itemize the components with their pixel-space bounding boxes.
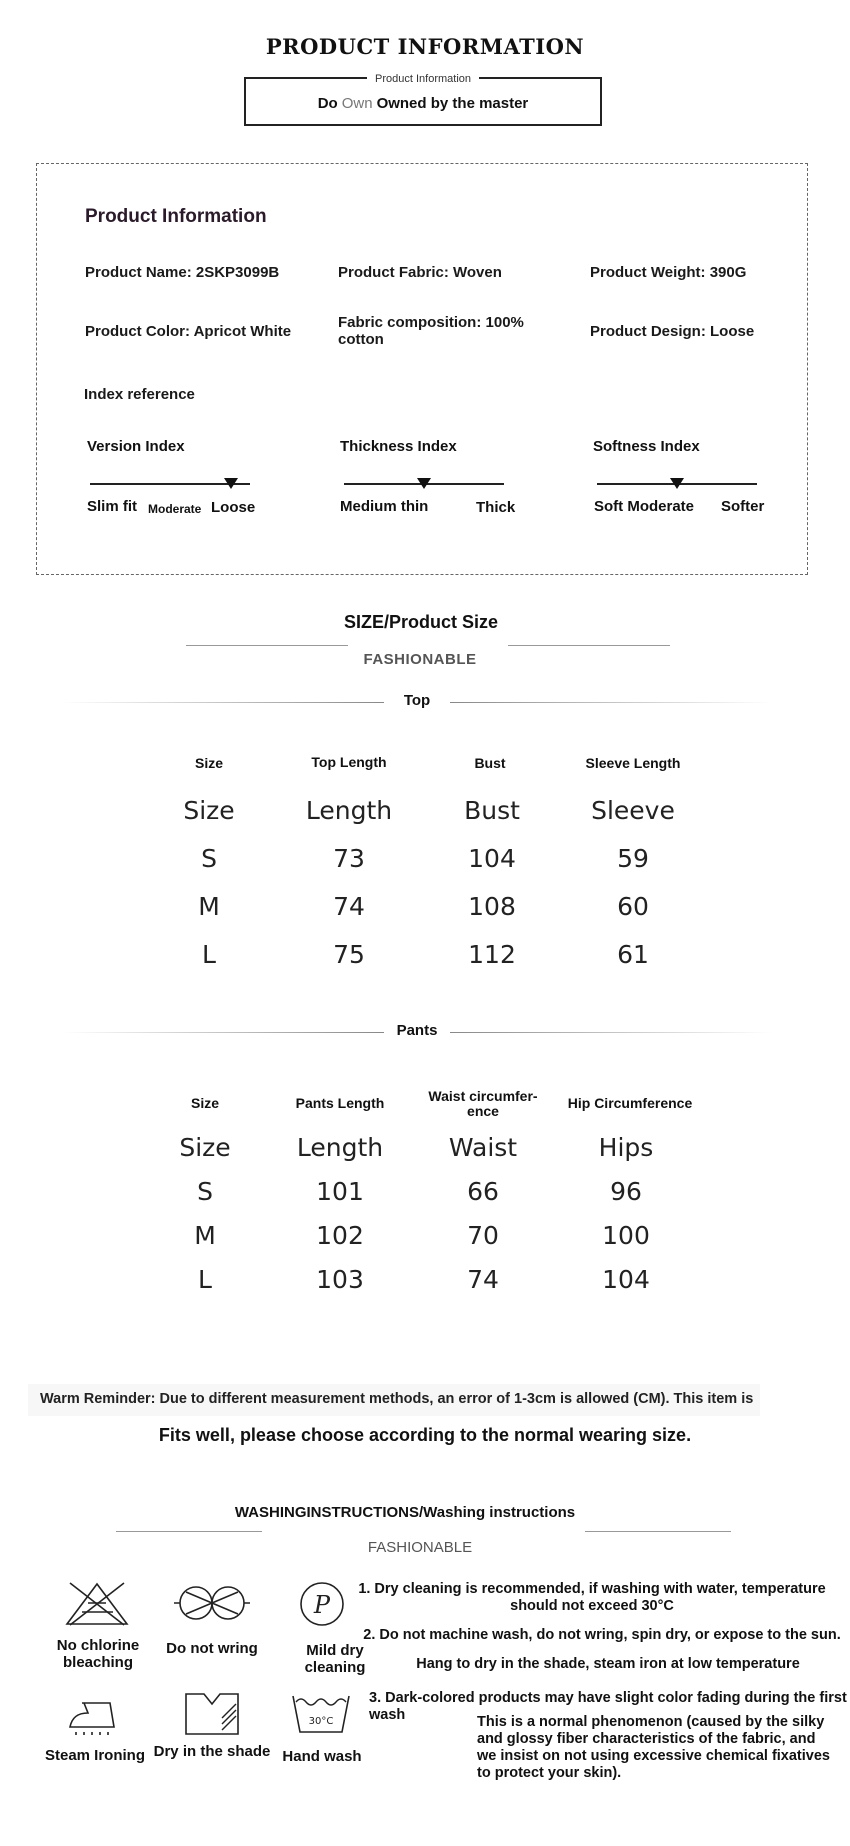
hand-wash-temp: 30°C [308,1716,334,1727]
hand-wash-icon [290,1690,352,1736]
product-color: Product Color: Apricot White [85,323,292,340]
product-fabric: Product Fabric: Woven [338,264,502,281]
washing-note-3: Hang to dry in the shade, steam iron at low temperature [416,1656,800,1672]
table-cell: 74 [467,1265,499,1294]
product-name: Product Name: 2SKP3099B [85,264,280,281]
table-cell: 103 [316,1265,364,1294]
table-cell: 96 [610,1177,642,1206]
washing-rule-left [116,1531,262,1532]
header-box [244,73,602,126]
table-cell: 74 [333,892,365,921]
top-divider-right [450,702,772,703]
reminder-line-2: Fits well, please choose according to the normal wearing size. [158,1425,692,1445]
table-cell: 102 [316,1221,364,1250]
washing-note-2: 2. Do not machine wash, do not wring, spin dry, or expose to the sun. [363,1627,841,1643]
size-title: SIZE/Product Size [343,612,499,632]
do-not-wring-icon [172,1583,252,1623]
top-header-bust: Bust [474,755,506,771]
thickness-label-thick: Thick [476,499,516,516]
table-cell: 75 [333,940,365,969]
softness-label-softer: Softer [721,498,765,515]
table-cell: S [201,844,217,873]
table-cell: 112 [468,940,516,969]
top-header-sleeve: Sleeve Length [585,755,681,771]
thickness-index-title: Thickness Index [340,438,457,455]
version-index-marker [224,478,238,489]
thickness-index-marker [417,478,431,489]
table-cell: M [198,892,220,921]
no-chlorine-bleach-icon [64,1581,130,1627]
washing-note-5: This is a normal phenomenon (caused by the silky and glossy fiber characteristics of the fabric, and we insist on not using excessive chemical fixatives to protect your skin). [477,1714,830,1781]
page-title: PRODUCT INFORMATION [265,34,585,59]
washing-rule-right [585,1531,731,1532]
softness-label-soft: Soft Moderate [594,498,695,515]
table-cell: 100 [602,1221,650,1250]
softness-index-marker [670,478,684,489]
table-cell: 101 [316,1177,364,1206]
table-cell: Bust [464,796,520,825]
table-cell: Waist [448,1133,518,1162]
dry-in-shade-label: Dry in the shade [153,1743,271,1760]
table-cell: Sleeve [591,796,675,825]
pants-divider-right [450,1032,772,1033]
thickness-label-medium: Medium thin [340,498,429,515]
softness-index-title: Softness Index [593,438,700,455]
pants-label: Pants [396,1022,438,1039]
version-index-title: Version Index [87,438,185,455]
washing-note-4: 3. Dark-colored products may have slight color fading during the first wash [369,1690,847,1723]
size-subtitle: FASHIONABLE [363,651,477,668]
table-cell: 104 [602,1265,650,1294]
table-cell: 73 [333,844,365,873]
table-cell: 104 [468,844,516,873]
table-cell: M [194,1221,216,1250]
dry-in-shade-icon [182,1690,242,1738]
pants-header-size: Size [190,1095,219,1111]
table-cell: S [197,1177,213,1206]
mild-dry-cleaning-icon [298,1580,346,1628]
washing-subtitle: FASHIONABLE [367,1539,473,1556]
pants-header-length: Pants Length [295,1095,385,1111]
size-rule-left [186,645,348,646]
top-divider-left [62,702,384,703]
version-label-loose: Loose [211,499,256,516]
table-cell: 59 [617,844,649,873]
washing-title: WASHINGINSTRUCTIONS/Washing instructions [234,1504,576,1521]
mild-dry-cleaning-glyph: P [313,1591,331,1619]
top-label: Top [403,692,431,709]
table-cell: Size [183,796,235,825]
table-cell: 60 [617,892,649,921]
info-title: Product Information [85,206,267,227]
table-cell: L [198,1265,212,1294]
product-info-box [36,163,808,575]
table-cell: 61 [617,940,649,969]
size-rule-right [508,645,670,646]
header-box-text: Do Own Owned by the master [317,95,529,112]
table-cell: L [202,940,216,969]
version-label-moderate: Moderate [148,502,202,516]
washing-note-1: 1. Dry cleaning is recommended, if washing with water, temperature should not exceed 30°C [358,1581,826,1614]
header-box-label: Product Information [246,69,600,87]
table-cell: Hips [598,1133,654,1162]
pants-divider-left [62,1032,384,1033]
steam-iron-icon [66,1697,122,1737]
index-reference: Index reference [84,386,195,403]
hand-wash-label: Hand wash [282,1748,362,1765]
table-cell: 70 [467,1221,499,1250]
table-cell: 108 [468,892,516,921]
version-label-slim: Slim fit [87,498,138,515]
table-cell: Size [179,1133,231,1162]
product-design: Product Design: Loose [590,323,755,340]
do-not-wring-label: Do not wring [166,1640,258,1657]
table-cell: 66 [467,1177,499,1206]
product-weight: Product Weight: 390G [590,264,747,281]
table-cell: Length [305,796,393,825]
reminder-line-1: Warm Reminder: Due to different measurement methods, an error of 1-3cm is allowed (CM). This item is [40,1391,754,1407]
steam-ironing-label: Steam Ironing [44,1747,145,1764]
fabric-composition: Fabric composition: 100% cotton [338,314,524,348]
pants-header-hip: Hip Circumference [567,1095,693,1111]
top-header-size: Size [194,755,223,771]
mild-dry-cleaning-label: Mild dry cleaning [304,1642,366,1676]
top-header-length: Top Length [311,754,387,770]
no-chlorine-label: No chlorine bleaching [56,1637,140,1671]
table-cell: Length [296,1133,384,1162]
pants-header-waist: Waist circumfer-ence [428,1088,538,1119]
